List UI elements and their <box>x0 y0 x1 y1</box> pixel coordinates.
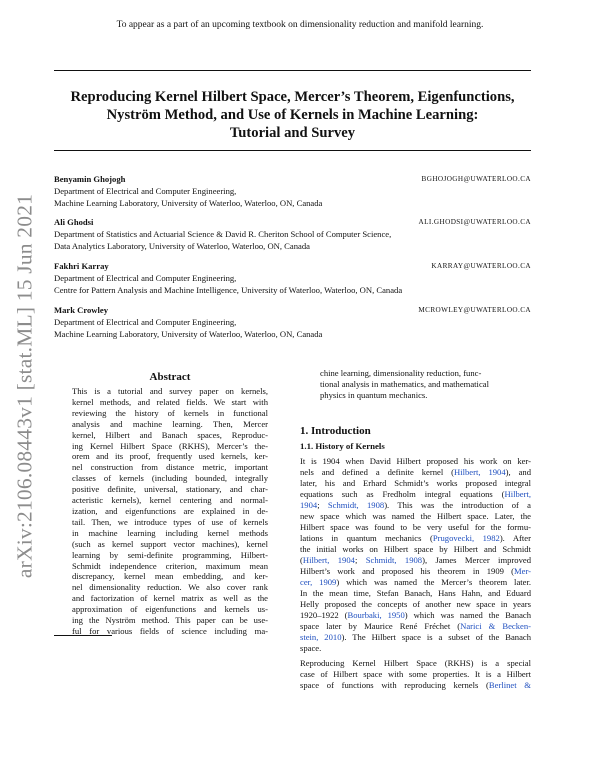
author-affiliation <box>54 272 531 296</box>
abstract-line: ing Kernel Hilbert Space (RKHS), Mercer’s the- <box>72 440 268 451</box>
abstract-line: tional analysis in mathematics, and mathematical <box>320 379 489 389</box>
title-bottom-rule <box>54 150 531 151</box>
header-note: To appear as a part of an upcoming textbook on dimensionality reduction and manifold learning. <box>116 20 484 30</box>
citation-link[interactable]: Hilbert, <box>504 489 531 499</box>
abstract-line: chine learning, dimensionality reduction, func- <box>320 368 482 378</box>
body-line: In the mean time, Stefan Banach, Hans Hahn, and Eduard <box>300 588 531 598</box>
abstract-line: ful for various fields of science including ma- <box>72 625 268 636</box>
affiliation-line: Department of Statistics and Actuarial Science & David R. Cheriton School of Computer Science, <box>54 229 392 239</box>
citation-link[interactable]: Narici & Becken- <box>460 621 531 631</box>
citation-link[interactable]: Hilbert, 1904 <box>302 555 355 565</box>
affiliation-line: Machine Learning Laboratory, University of Waterloo, Waterloo, ON, Canada <box>54 198 323 208</box>
affiliation-line: Centre for Pattern Analysis and Machine Intelligence, University of Waterloo, Waterloo, ON, Canada <box>54 285 403 295</box>
abstract-line: ing the Nyström method. This paper can be use- <box>72 615 268 626</box>
citation-link[interactable]: Bourbaki, 1950 <box>347 610 405 620</box>
body-line: 1904; Schmidt, 1908). This was the introduction of a <box>300 500 531 510</box>
author-name: Ali Ghodsi <box>54 217 94 227</box>
body-line: Reproducing Kernel Hilbert Space (RKHS) is a special <box>300 658 531 668</box>
title-top-rule <box>54 70 531 71</box>
body-line: the initial works on Hilbert space by Hilbert and Schmidt <box>300 544 531 554</box>
body-line: Helly proposed the concepts of another new space in years <box>300 599 531 609</box>
body-line: nels and defined a definite kernel (Hilbert, 1904), and <box>300 467 532 477</box>
author-email[interactable]: BGHOJOGH@UWATERLOO.CA <box>421 175 531 183</box>
citation-link[interactable]: Schmidt, 1908 <box>327 500 385 510</box>
abstract-line: reviewing the history of kernels in functional <box>72 407 268 418</box>
abstract-line: classes of kernels (including bounded, integrally <box>72 473 268 484</box>
author-email[interactable]: ALI.GHODSI@UWATERLOO.CA <box>418 218 531 226</box>
affiliation-line: Machine Learning Laboratory, University of Waterloo, Waterloo, ON, Canada <box>54 329 323 339</box>
title-line: Reproducing Kernel Hilbert Space, Mercer’s Theorem, Eigenfunctions, <box>70 89 515 105</box>
abstract-line: physics in quantum mechanics. <box>320 390 428 400</box>
body-line: equations such as Fredholm integral equations (Hilbert, <box>300 489 531 499</box>
citation-link[interactable]: cer, 1909 <box>300 577 337 587</box>
body-line: later, his and Erhard Schmidt’s works proposed integral <box>300 478 531 488</box>
author-block <box>54 260 531 296</box>
abstract-line: positive definite, universal, stationary, and char- <box>72 484 268 495</box>
abstract-line: orem and its proof, frequently used kernels, ker- <box>72 451 268 462</box>
abstract-line: (such as kernel support vector machines), kernel <box>72 538 268 549</box>
abstract-line: kernel, Hilbert and Banach spaces, Reproduc- <box>72 429 268 440</box>
title-line: Nyström Method, and Use of Kernels in Machine Learning: <box>106 107 479 123</box>
author-block <box>54 173 531 209</box>
introduction-body <box>300 456 531 691</box>
abstract-line: nel construction from distance metric, important <box>72 462 268 473</box>
abstract-line: acteristic kernels), kernel centering and normal- <box>72 495 268 506</box>
subsection-heading: 1.1. History of Kernels <box>300 441 385 451</box>
body-line: (Hilbert, 1904; Schmidt, 1908), James Mercer improved <box>300 555 531 565</box>
body-line: It is 1904 when David Hilbert proposed his work on ker- <box>300 456 531 466</box>
title-line: Tutorial and Survey <box>229 125 356 141</box>
abstract-line: in machine learning including kernel methods <box>72 527 268 538</box>
abstract-line: approximation of eigenfunctions and kernels us- <box>72 604 268 615</box>
abstract-line: kernel methods, and related fields. We start with <box>72 396 268 407</box>
author-block <box>54 216 531 252</box>
citation-link[interactable]: 1904 <box>300 500 318 510</box>
citation-link[interactable]: Hilbert, 1904 <box>454 467 506 477</box>
author-block <box>54 304 531 340</box>
body-line: space. <box>300 643 322 653</box>
abstract-line: discrepancy, kernel mean embedding, and ker- <box>72 571 268 582</box>
affiliation-line: Department of Electrical and Computer Engineering, <box>54 186 237 196</box>
body-line: cer, 1909) which was named the Mercer’s theorem later. <box>300 577 531 587</box>
author-email[interactable]: MCROWLEY@UWATERLOO.CA <box>418 306 531 314</box>
body-line: Hilbert space was found to be very useful for the formu- <box>300 522 531 532</box>
abstract-line: nel dimensionality reduction. We also cover rank <box>72 582 268 593</box>
abstract-line: and factorization of kernel matrix as well as the <box>72 593 268 604</box>
citation-link[interactable]: Mer- <box>513 566 531 576</box>
author-name: Benyamin Ghojogh <box>54 174 126 184</box>
section-heading: 1. Introduction <box>300 425 371 437</box>
affiliation-line: Data Analytics Laboratory, University of Waterloo, Waterloo, ON, Canada <box>54 241 310 251</box>
citation-link[interactable]: Schmidt, 1908 <box>365 555 423 565</box>
citation-link[interactable]: Prugovecki, 1982 <box>432 533 500 543</box>
body-line: lations in quantum mechanics (Prugovecki, 1982). After <box>300 533 531 543</box>
body-line: stein, 2010). The Hilbert space is a subset of the Banach <box>300 632 531 642</box>
citation-link[interactable]: stein, 2010 <box>300 632 342 642</box>
author-affiliation <box>54 228 531 252</box>
paper-title <box>54 88 531 142</box>
affiliation-line: Department of Electrical and Computer Engineering, <box>54 273 237 283</box>
affiliation-line: Department of Electrical and Computer Engineering, <box>54 317 237 327</box>
body-line: new space which was named the Hilbert space. Later, the <box>300 511 531 521</box>
abstract-line: ization, and eigenfunctions are explained in de- <box>72 505 268 516</box>
abstract-line: learning by semi-definite programming, Hilbert- <box>72 549 268 560</box>
footnote-rule <box>54 635 112 636</box>
abstract-body <box>72 386 268 637</box>
body-line: case of Hilbert space with some properties. It is a Hilbert <box>300 669 531 679</box>
author-affiliation <box>54 185 531 209</box>
abstract-heading: Abstract <box>149 371 191 383</box>
author-name: Fakhri Karray <box>54 261 109 271</box>
abstract-continued <box>320 368 531 401</box>
author-name: Mark Crowley <box>54 305 109 315</box>
abstract-line: tail. Then, we introduce types of use of kernels <box>72 516 268 527</box>
body-line: 1920–1922 (Bourbaki, 1950) which was named the Banach <box>300 610 531 620</box>
abstract-line: analysis and machine learning. Then, Mercer <box>72 418 268 429</box>
arxiv-stamp <box>10 192 40 580</box>
author-email[interactable]: KARRAY@UWATERLOO.CA <box>431 262 531 270</box>
body-line: space of functions with reproducing kernels (Berlinet & <box>300 680 531 690</box>
arxiv-id: arXiv:2106.08443v1 [stat.ML] 15 Jun 2021 <box>12 193 37 579</box>
body-line: Hilbert’s work and proposed his theorem in 1909 (Mer- <box>300 566 531 576</box>
abstract-line: This is a tutorial and survey paper on kernels, <box>72 386 268 396</box>
body-line: space later by Maurice René Fréchet (Narici & Becken- <box>300 621 531 631</box>
author-affiliation <box>54 316 531 340</box>
citation-link[interactable]: Berlinet & <box>488 680 531 690</box>
abstract-line: Schmidt independence criterion, maximum mean <box>72 560 268 571</box>
